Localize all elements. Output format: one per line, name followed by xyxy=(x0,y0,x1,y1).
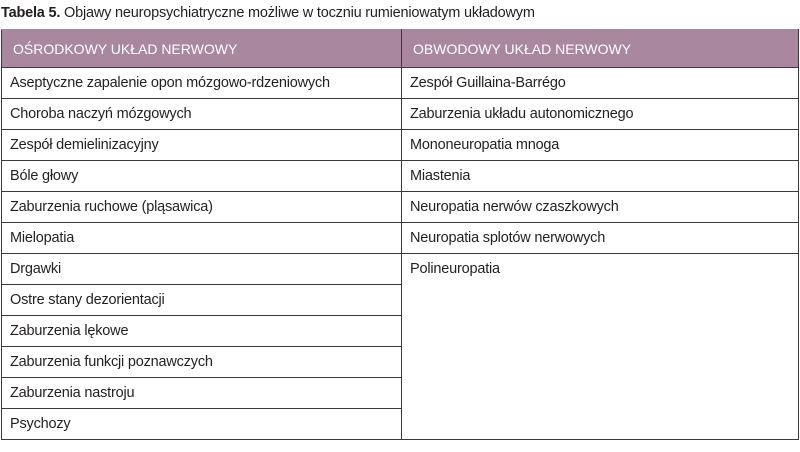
symptoms-table xyxy=(1,29,799,440)
pns-cell-empty xyxy=(402,347,799,378)
cns-cell: Ostre stany dezorientacji xyxy=(2,285,402,316)
pns-cell: Mononeuropatia mnoga xyxy=(402,130,799,161)
pns-cell: Neuropatia nerwów czaszkowych xyxy=(402,192,799,223)
table-row xyxy=(2,68,799,99)
cns-cell: Aseptyczne zapalenie opon mózgowo-rdzeniowych xyxy=(2,68,402,99)
table-caption-label: Tabela 5. xyxy=(1,5,61,21)
table-row xyxy=(2,254,799,285)
table-body xyxy=(2,68,799,440)
pns-cell: Zespół Guillaina-Barrégo xyxy=(402,68,799,99)
pns-cell: Polineuropatia xyxy=(402,254,799,285)
cns-cell: Zaburzenia lękowe xyxy=(2,316,402,347)
pns-cell: Miastenia xyxy=(402,161,799,192)
table-row xyxy=(2,192,799,223)
table-row xyxy=(2,409,799,440)
table-row xyxy=(2,378,799,409)
cns-cell: Drgawki xyxy=(2,254,402,285)
table-caption-text: Objawy neuropsychiatryczne możliwe w toczniu rumieniowatym układowym xyxy=(60,5,535,21)
table-row xyxy=(2,285,799,316)
pns-cell: Neuropatia splotów nerwowych xyxy=(402,223,799,254)
cns-cell: Mielopatia xyxy=(2,223,402,254)
column-header-peripheral-nervous-system: OBWODOWY UKŁAD NERWOWY xyxy=(402,30,799,68)
table-row xyxy=(2,316,799,347)
pns-cell-empty xyxy=(402,378,799,409)
cns-cell: Psychozy xyxy=(2,409,402,440)
cns-cell: Bóle głowy xyxy=(2,161,402,192)
table-row xyxy=(2,161,799,192)
table-caption xyxy=(1,4,535,22)
table-row xyxy=(2,99,799,130)
cns-cell: Zaburzenia funkcji poznawczych xyxy=(2,347,402,378)
cns-cell: Zaburzenia nastroju xyxy=(2,378,402,409)
pns-cell-empty xyxy=(402,409,799,440)
cns-cell: Zaburzenia ruchowe (pląsawica) xyxy=(2,192,402,223)
cns-cell: Choroba naczyń mózgowych xyxy=(2,99,402,130)
pns-cell-empty xyxy=(402,285,799,316)
pns-cell-empty xyxy=(402,316,799,347)
table-row xyxy=(2,130,799,161)
table-row xyxy=(2,223,799,254)
cns-cell: Zespół demielinizacyjny xyxy=(2,130,402,161)
table-row xyxy=(2,347,799,378)
table-header-row xyxy=(2,30,799,68)
pns-cell: Zaburzenia układu autonomicznego xyxy=(402,99,799,130)
column-header-central-nervous-system: OŚRODKOWY UKŁAD NERWOWY xyxy=(2,30,402,68)
